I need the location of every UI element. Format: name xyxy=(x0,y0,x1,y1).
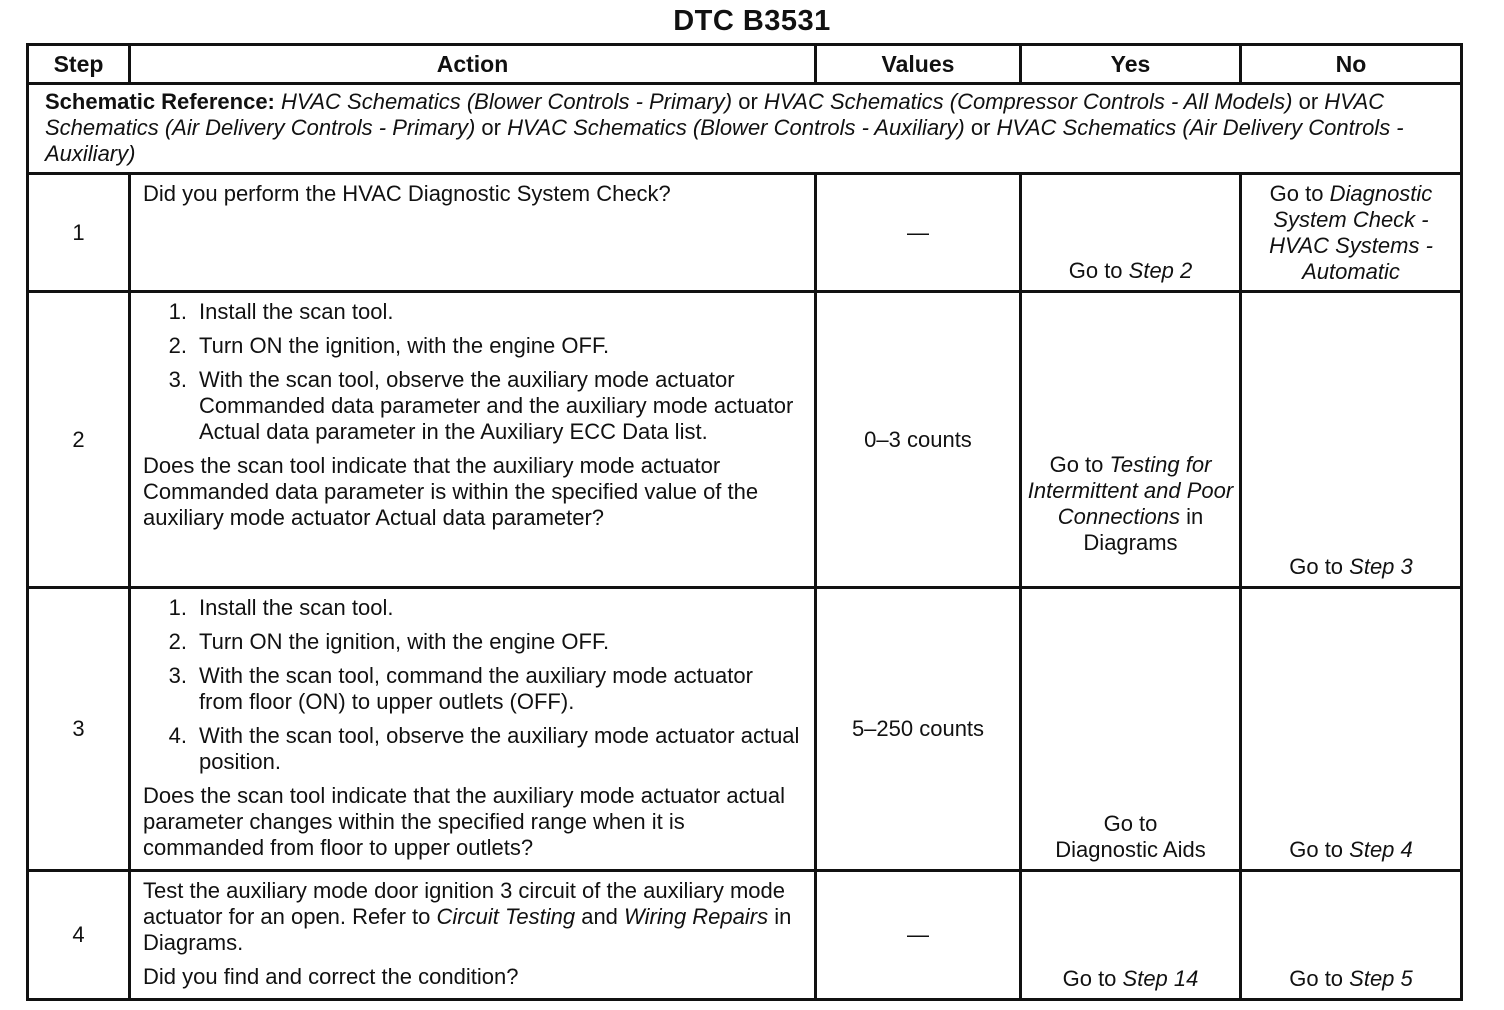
no-cell: Go to Step 5 xyxy=(1241,871,1462,1000)
step-question: Does the scan tool indicate that the auxiliary mode actuator actual parameter changes within the specified range when it is commanded from floor to upper outlets? xyxy=(143,783,786,860)
step-number: 2 xyxy=(28,292,130,588)
no-cell: Go to Diagnostic System Check - HVAC Systems - Automatic xyxy=(1241,174,1462,292)
wiring-repairs-link[interactable]: Wiring Repairs xyxy=(624,904,769,929)
values-cell: — xyxy=(816,871,1021,1000)
list-item: 1. Install the scan tool. xyxy=(168,299,394,324)
list-item: 4. With the scan tool, observe the auxiliary mode actuator actual position. xyxy=(168,723,800,774)
header-step: Step xyxy=(28,45,130,84)
step-number: 3 xyxy=(28,588,130,871)
step-question: Did you perform the HVAC Diagnostic System Check? xyxy=(143,181,671,206)
schematic-link[interactable]: HVAC Schematics (Blower Controls - Primary) xyxy=(281,89,733,114)
schematic-link[interactable]: HVAC Schematics (Blower Controls - Auxiliary) xyxy=(507,115,965,140)
header-values: Values xyxy=(816,45,1021,84)
step-number: 1 xyxy=(28,174,130,292)
action-cell xyxy=(130,871,816,1000)
list-item: 3. With the scan tool, observe the auxiliary mode actuator Commanded data parameter and the auxiliary mode actuator Actual data parameter in the Auxiliary ECC Data list. xyxy=(168,367,794,444)
schematic-link[interactable]: HVAC Schematics (Air Delivery Controls - Auxiliary) xyxy=(45,115,1404,166)
yes-link[interactable]: Step 14 xyxy=(1122,966,1199,991)
no-link[interactable]: Diagnostic System Check - HVAC Systems - Automatic xyxy=(1269,181,1433,284)
action-cell xyxy=(130,174,816,292)
header-row xyxy=(28,45,1462,84)
yes-cell: Go to Step 14 xyxy=(1021,871,1241,1000)
schematic-link[interactable]: HVAC Schematics (Air Delivery Controls - Primary) xyxy=(45,89,1385,140)
no-cell: Go to Step 4 xyxy=(1241,588,1462,871)
table-row xyxy=(28,292,1462,588)
step-question: Does the scan tool indicate that the auxiliary mode actuator Commanded data parameter is within the specified value of the auxiliary mode actuator Actual data parameter? xyxy=(143,453,759,530)
yes-link[interactable]: Testing for Intermittent and Poor Connections xyxy=(1027,452,1234,529)
header-action: Action xyxy=(130,45,816,84)
table-row xyxy=(28,588,1462,871)
no-link[interactable]: Step 4 xyxy=(1349,837,1413,862)
values-cell: 5–250 counts xyxy=(816,588,1021,871)
table-row xyxy=(28,871,1462,1000)
yes-cell xyxy=(1021,588,1241,871)
list-item: 3. With the scan tool, command the auxiliary mode actuator from floor (ON) to upper outlets (OFF). xyxy=(168,663,753,714)
yes-cell: Go to Step 2 xyxy=(1021,174,1241,292)
yes-cell: Go to Testing for Intermittent and Poor Connections in Diagrams xyxy=(1021,292,1241,588)
yes-link[interactable]: Go to Diagnostic Aids xyxy=(1055,811,1206,862)
header-no: No xyxy=(1241,45,1462,84)
no-link[interactable]: Step 5 xyxy=(1349,966,1413,991)
header-yes: Yes xyxy=(1021,45,1241,84)
action-cell xyxy=(130,588,816,871)
table-row xyxy=(28,174,1462,292)
values-cell: 0–3 counts xyxy=(816,292,1021,588)
step-number: 4 xyxy=(28,871,130,1000)
schematic-reference: Schematic Reference: HVAC Schematics (Blower Controls - Primary) or HVAC Schematics (Compressor Controls - All Models) or HVAC Schematics (Air Delivery Controls - Primary) or HVAC Schematics (Blower Controls - Auxiliary) or HVAC Schematics (Air Delivery Controls - Auxiliary) xyxy=(28,84,1462,174)
no-link[interactable]: Step 3 xyxy=(1349,554,1413,579)
schematic-row xyxy=(28,84,1462,174)
dtc-table xyxy=(26,43,1463,1001)
values-cell: — xyxy=(816,174,1021,292)
no-cell: Go to Step 3 xyxy=(1241,292,1462,588)
list-item: 2. Turn ON the ignition, with the engine OFF. xyxy=(168,333,610,358)
instruction-list xyxy=(143,595,802,775)
circuit-testing-link[interactable]: Circuit Testing xyxy=(436,904,576,929)
schematic-link[interactable]: HVAC Schematics (Compressor Controls - All Models) xyxy=(763,89,1293,114)
step-instruction: Test the auxiliary mode door ignition 3 circuit of the auxiliary mode actuator for an open. Refer to Circuit Testing and Wiring Repairs in Diagrams. xyxy=(143,878,792,955)
step-question: Did you find and correct the condition? xyxy=(143,964,519,989)
page-title: DTC B3531 xyxy=(673,5,831,37)
list-item: 1. Install the scan tool. xyxy=(168,595,394,620)
instruction-list xyxy=(143,299,802,445)
action-cell xyxy=(130,292,816,588)
schematic-label: Schematic Reference: xyxy=(45,89,275,114)
yes-link[interactable]: Step 2 xyxy=(1128,258,1193,283)
list-item: 2. Turn ON the ignition, with the engine OFF. xyxy=(168,629,610,654)
